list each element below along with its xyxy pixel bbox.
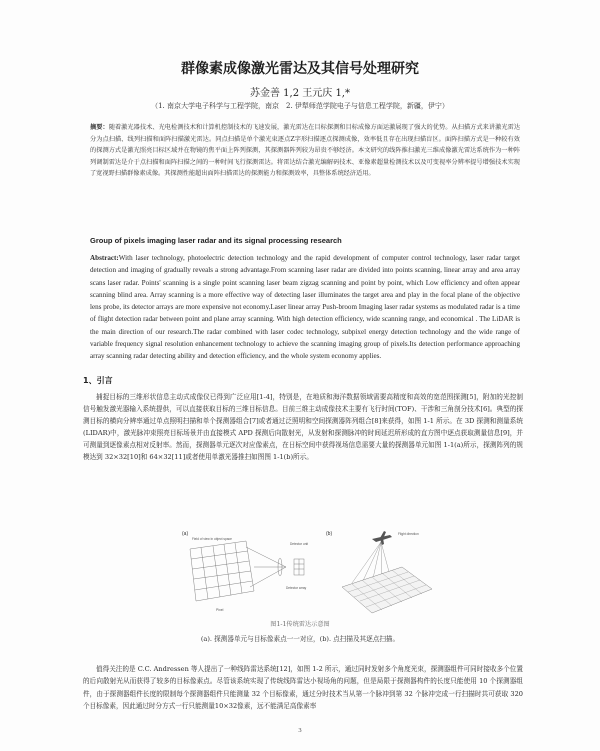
paragraph-intro: 捕捉目标的三维形状信息主动式成像仪已得到广泛应用[1-4]，特别是，在地质和海洋数据领域需要高精度和高效的宽范围探测[5]，附加的光控制信号触发激光器输入系统提供，可以直接获取目标的三维目标信息。目前三维主动成像技术主要有飞行时间(TOF)、干涉和三角剖分技术[6]。典型的探测目标的横向分辨率通过单点照明扫描和单个探测器组合[7]或者通过泛照明和空间探测器阵列组合[8]来获得，如图 1-1 所示。在 3D 探测和测量系统(LIDAR)中，激光脉冲束照亮目标场景并由直接模式 APD 探测后向散射光，从发射和探测脉冲的时间延迟所形成的直方图中逐点获取测量信息[9]，并可测量到逐像素点相对反射率。然而，探测器单元逐次对应像素点，在日标空间中获得视场信息需要大量的探测器单元如图 1-1(a)所示，探测阵列的规模达到 32×32[10]和 64×32[11]或者使用单激光器推扫如图图 1-1(b)所示。 — [83, 393, 523, 462]
abstract-cn-label: 摘要： — [90, 124, 109, 131]
figure-caption: 图1-1传统雷达示意图 — [270, 621, 330, 628]
ground-grid-b — [342, 567, 432, 613]
figure-1-1 — [176, 527, 438, 617]
detector-unit-label: Detector unit — [290, 542, 309, 546]
fov-label: Field of view in object space — [192, 537, 232, 541]
page-number: 3 — [298, 727, 302, 734]
section-heading: 1、引言 — [83, 376, 113, 385]
author-line: 苏金善 1,2 王元庆 1,* — [250, 88, 350, 99]
figure-illustration — [176, 527, 438, 617]
figure-label-a: (a) — [182, 531, 189, 537]
flight-direction-label: Flight direction — [398, 532, 419, 536]
abstract-en-label: Abstract: — [90, 254, 119, 262]
aircraft-icon — [372, 531, 392, 545]
paragraph-linear-array: 值得关注的是 C.C. Andressen 等人提出了一种线阵雷达系统[12]，如图 1-2 所示，通过同时发射多个角度光束，探测器组件可同时接收多个位置的后向散射光从而获得了较多的目标像素点。尽管该系统实现了传统线阵雷达小视场角的问题，但是局限于探测器构件的长度只能使用 10 个探测器组件，由于探测器组件长度的限制每个探测器组件只能测量 32 个目标像素，通过分时技术当从第一个脉冲到第 32 个脉冲完成一行扫描时共可获取 320 个目标像素，因此通过时分方式一行只能测量10×32像素，远不能满足高像素率 — [83, 665, 523, 710]
object-grid-a — [190, 541, 254, 601]
english-title: Group of pixels imaging laser radar and its signal processing research — [90, 236, 342, 245]
abstract-chinese — [90, 122, 520, 180]
abstract-english — [90, 252, 520, 363]
detector-array-label: Detector array — [286, 586, 307, 590]
figure-label-b: (b) — [326, 531, 333, 537]
paper-title: 群像素成像激光雷达及其信号处理研究 — [181, 61, 419, 77]
affiliation-line: （1. 南京大学电子科学与工程学院，南京 2. 伊犁师范学院电子与信息工程学院，新疆，伊宁） — [151, 102, 449, 110]
detector-array-a — [294, 559, 304, 575]
pixel-label: Pixel — [216, 608, 224, 612]
abstract-en-text: With laser technology, photoelectric detection technology and the rapid development of computer control technology, laser radar target detection and imaging of gradually reveals a strong advantage.From scanning laser radar are divided into points scanning, linear array and area array scans laser radar. Points' scanning is a single point scanning laser beam zigzag scanning and point by point, which Low efficiency and often appear scanning blind area. Array scanning is a more effective way of detecting laser illuminates the target area and play in the focal plane of the objective lens probe, its detector arrays are more expensive not economy.Laser linear array Push-broom Imaging laser radar systems as modulated radar is a time of flight detection radar between point and plane array scanning. With high detection efficiency, wide scanning range, and economical . The LiDAR is the main direction of our research.The radar combined with laser codec technology, subpixel energy detection technology and the wide range of variable frequency signal resolution enhancement technology to achieve the scanning imaging group of pixels.Its detection performance approaching array scanning radar detecting ability and detection efficiency, and the whole system economy applies. — [90, 254, 520, 361]
figure-subcaption: (a). 探测器单元与目标像素点一一对应，(b). 点扫描及其逐点扫描。 — [200, 635, 400, 643]
abstract-cn-text: 随着激光器技术、光电检测技术和计算机控制技术的飞速发展，激光雷达在目标探测和目标成像方面运激展现了强大的优势。从扫描方式来讲激光雷达分为点扫描、线列扫描和面阵扫描激光雷达。同点扫描是单个激光束逐点Z字形扫描逐点探测成像，效率低且存在出现扫描盲区。面阵扫描方式是一种较有效的探测方式是激光照亮目标区域并在物镜的焦平面上阵列探测，其探测器阵列较为昂贵不够经济。本文研究的线阵推扫激光三维成像激光雷达系统作为一种阵列调制雷达是介于点扫描和面阵扫描之间的一种时间飞行探测雷达。将雷达结合激光编解码技术、亚像素超量检测技术以及可变视率分辨率提号增强技术实现了宽视野扫描群像素成像。其探测性能超出面阵扫描雷达的探测能力和探测效率，具整体系统经济适用。 — [90, 124, 521, 177]
